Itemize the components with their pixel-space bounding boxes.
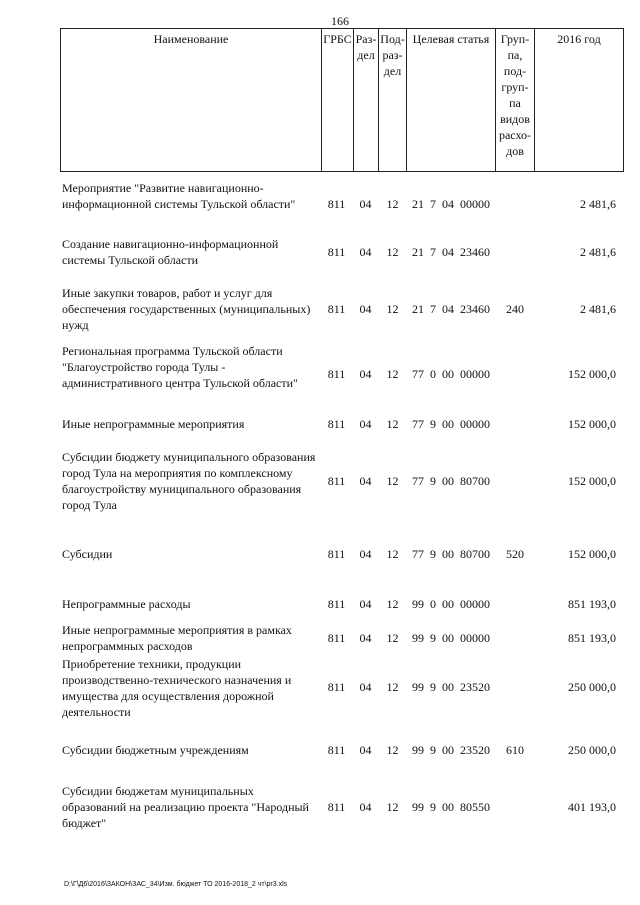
row-amount: 152 000,0 [568, 417, 616, 431]
row-razdel: 04 [359, 302, 372, 316]
row-podrazdel: 12 [386, 743, 399, 757]
row-podrazdel: 12 [386, 417, 399, 431]
page-number: 166 [331, 14, 349, 28]
row-cel-statya: 99 9 00 00000 [412, 631, 490, 645]
row-grbs: 811 [327, 245, 346, 259]
header-razdel: Раз- дел [354, 29, 379, 171]
row-razdel: 04 [359, 743, 372, 757]
row-cel-statya: 99 9 00 23520 [412, 680, 490, 694]
row-grbs: 811 [327, 547, 346, 561]
header-grbs: ГРБС [322, 29, 354, 171]
row-cel-statya: 21 7 04 00000 [412, 197, 490, 211]
row-grbs: 811 [327, 800, 346, 814]
row-cel-statya: 77 9 00 80700 [412, 547, 490, 561]
row-podrazdel: 12 [386, 800, 399, 814]
row-name: Субсидии бюджетным учреждениям [62, 743, 249, 757]
row-amount: 2 481,6 [580, 302, 616, 316]
row-amount: 152 000,0 [568, 474, 616, 488]
row-cel-statya: 77 0 00 00000 [412, 367, 490, 381]
row-grbs: 811 [327, 680, 346, 694]
row-podrazdel: 12 [386, 631, 399, 645]
row-vid: 240 [506, 302, 524, 316]
row-razdel: 04 [359, 597, 372, 611]
row-grbs: 811 [327, 474, 346, 488]
row-grbs: 811 [327, 597, 346, 611]
header-podrazdel: Под- раз- дел [379, 29, 407, 171]
row-cel-statya: 77 9 00 80700 [412, 474, 490, 488]
row-grbs: 811 [327, 417, 346, 431]
row-razdel: 04 [359, 197, 372, 211]
row-razdel: 04 [359, 245, 372, 259]
file-path-footer: D:\Г\Д6\2016\ЗАКОН\ЗАС_34\Изм. бюджет ТО 2016-2018_2 чт\pr3.xls [64, 881, 288, 888]
row-podrazdel: 12 [386, 547, 399, 561]
row-razdel: 04 [359, 547, 372, 561]
row-grbs: 811 [327, 197, 346, 211]
row-amount: 2 481,6 [580, 245, 616, 259]
row-podrazdel: 12 [386, 245, 399, 259]
row-podrazdel: 12 [386, 302, 399, 316]
row-grbs: 811 [327, 367, 346, 381]
row-razdel: 04 [359, 680, 372, 694]
row-name: Субсидии бюджетам муниципальных образований на реализацию проекта "Народный бюджет" [62, 784, 309, 830]
row-amount: 401 193,0 [568, 800, 616, 814]
row-name: Иные закупки товаров, работ и услуг для обеспечения государственных (муниципальных) нужд [62, 286, 311, 332]
header-vid-rashodov: Груп- па, под- груп- па видов расхо- дов [496, 29, 535, 171]
row-cel-statya: 77 9 00 00000 [412, 417, 490, 431]
row-name: Непрограммные расходы [62, 597, 191, 611]
row-razdel: 04 [359, 800, 372, 814]
row-podrazdel: 12 [386, 367, 399, 381]
row-grbs: 811 [327, 631, 346, 645]
row-grbs: 811 [327, 743, 346, 757]
header-year: 2016 год [557, 32, 601, 46]
row-podrazdel: 12 [386, 597, 399, 611]
row-razdel: 04 [359, 631, 372, 645]
row-name: Создание навигационно-информационной системы Тульской области [62, 237, 279, 267]
row-name: Иные непрограммные мероприятия [62, 417, 245, 431]
row-razdel: 04 [359, 474, 372, 488]
row-cel-statya: 99 9 00 80550 [412, 800, 490, 814]
table-header [60, 28, 624, 172]
row-razdel: 04 [359, 367, 372, 381]
row-name: Мероприятие "Развитие навигационно-информационной системы Тульской области" [62, 181, 296, 211]
row-amount: 152 000,0 [568, 367, 616, 381]
row-vid: 610 [506, 743, 524, 757]
row-amount: 250 000,0 [568, 680, 616, 694]
row-name: Субсидии бюджету муниципального образования город Тула на мероприятия по комплексному благоустройству муниципального образования город Тула [62, 450, 316, 512]
row-razdel: 04 [359, 417, 372, 431]
row-name: Иные непрограммные мероприятия в рамках непрограммных расходов [62, 623, 292, 653]
header-name: Наименование [61, 29, 322, 171]
row-cel-statya: 21 7 04 23460 [412, 245, 490, 259]
row-name: Субсидии [62, 547, 113, 561]
row-amount: 851 193,0 [568, 597, 616, 611]
row-vid: 520 [506, 547, 524, 561]
row-amount: 851 193,0 [568, 631, 616, 645]
row-cel-statya: 21 7 04 23460 [412, 302, 490, 316]
row-podrazdel: 12 [386, 680, 399, 694]
row-podrazdel: 12 [386, 197, 399, 211]
row-cel-statya: 99 9 00 23520 [412, 743, 490, 757]
row-cel-statya: 99 0 00 00000 [412, 597, 490, 611]
row-grbs: 811 [327, 302, 346, 316]
row-amount: 250 000,0 [568, 743, 616, 757]
row-name: Приобретение техники, продукции производственно-технического назначения и имущества для осуществления дорожной деятельности [62, 657, 292, 719]
header-cel-statya: Целевая статья [407, 29, 496, 171]
row-amount: 152 000,0 [568, 547, 616, 561]
row-podrazdel: 12 [386, 474, 399, 488]
row-name: Региональная программа Тульской области "Благоустройство города Тулы - административного центра Тульской области" [62, 344, 298, 390]
row-amount: 2 481,6 [580, 197, 616, 211]
